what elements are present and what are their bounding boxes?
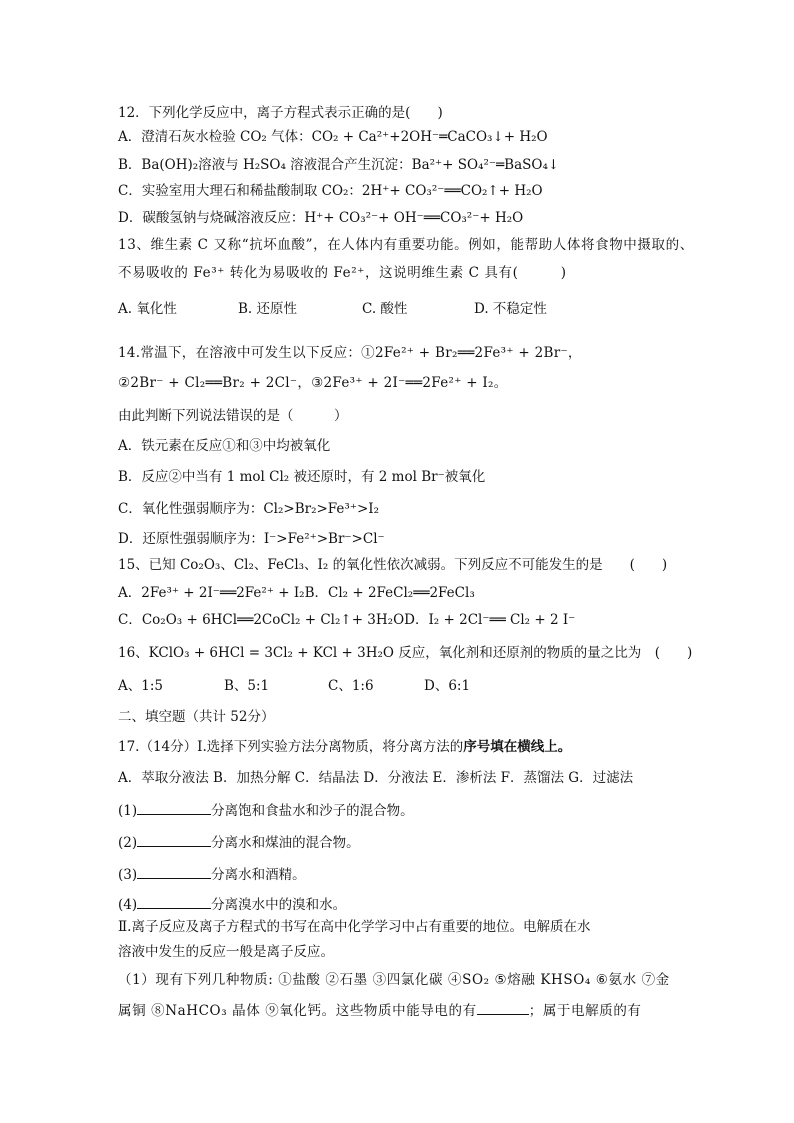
answer-blank-3[interactable] <box>137 864 211 879</box>
q17-part2-subq-line1: （1）现有下列几种物质: ①盐酸 ②石墨 ③四氯化碳 ④SO₂ ⑤熔融 KHSO₄ ⑥氨水 ⑦金 <box>118 972 670 988</box>
q17-item-1: (1) 分离饱和食盐水和沙子的混合物。 <box>118 800 678 820</box>
q13-stem-line2: 不易吸收的 Fe³⁺ 转化为易吸收的 Fe²⁺，这说明维生素 C 具有( ) <box>118 265 567 281</box>
q13-stem-line1: 13、维生素 C 又称“抗坏血酸”，在人体内有重要功能。例如，能帮助人体将食物中摄取的、 <box>118 237 694 253</box>
q14-question: 由此判断下列说法错误的是（ ） <box>118 408 348 424</box>
q12-option-c: C．实验室用大理石和稀盐酸制取 CO₂：2H⁺+ CO₃²⁻══CO₂↑+ H₂O <box>118 183 543 199</box>
q16-option-a: A、1:5 <box>118 678 163 694</box>
q14-option-c: C．氧化性强弱顺序为：Cl₂>Br₂>Fe³⁺>I₂ <box>118 501 380 517</box>
section-heading: 二、填空题（共计 52分） <box>118 709 275 725</box>
q13-option-d: D. 不稳定性 <box>474 301 547 317</box>
q13-options <box>118 300 678 318</box>
q17-item-3: (3) 分离水和酒精。 <box>118 864 678 884</box>
q16-options <box>118 677 678 695</box>
q13-option-b: B. 还原性 <box>238 301 298 317</box>
q14-option-b: B．反应②中当有 1 mol Cl₂ 被还原时，有 2 mol Br⁻被氧化 <box>118 469 486 485</box>
q12-stem: 12．下列化学反应中，离子方程式表示正确的是( ) <box>118 105 443 121</box>
q15-options-cd: C．Co₂O₃ + 6HCl══2CoCl₂ + Cl₂↑+ 3H₂OD．I₂ + 2Cl⁻══ Cl₂ + 2 I⁻ <box>118 612 576 628</box>
q16-option-b: B、5:1 <box>224 678 270 694</box>
answer-blank-1[interactable] <box>137 800 211 815</box>
q15-stem: 15、已知 Co₂O₃、Cl₂、FeCl₃、I₂ 的氧化性依次减弱。下列反应不可能发生的是 ( ) <box>118 557 668 573</box>
q14-option-a: A．铁元素在反应①和③中均被氧化 <box>118 438 331 454</box>
answer-blank-conductors[interactable] <box>477 1000 529 1015</box>
q12-option-a: A．澄清石灰水检验 CO₂ 气体：CO₂ + Ca²⁺+2OH⁻═CaCO₃↓+ H₂O <box>118 129 548 145</box>
q14-stem-line1: 14.常温下，在溶液中可发生以下反应：①2Fe²⁺ + Br₂══2Fe³⁺ + 2Br⁻， <box>118 345 582 361</box>
q12-option-d: D．碳酸氢钠与烧碱溶液反应：H⁺+ CO₃²⁻+ OH⁻══CO₃²⁻+ H₂O <box>118 210 524 226</box>
q17-item-2: (2) 分离水和煤油的混合物。 <box>118 832 678 852</box>
q14-option-d: D．还原性强弱顺序为：I⁻>Fe²⁺>Br⁻>Cl⁻ <box>118 531 385 547</box>
q17-stem-bold: 序号填在横线上。 <box>463 739 572 755</box>
answer-blank-2[interactable] <box>137 832 211 847</box>
q17-part2-line1: Ⅱ.离子反应及离子方程式的书写在高中化学学习中占有重要的地位。电解质在水 <box>118 919 591 935</box>
q17-item-4: (4) 分离溴水中的溴和水。 <box>118 894 678 914</box>
q17-part2-line2: 溶液中发生的反应一般是离子反应。 <box>118 944 334 960</box>
q17-part2-subq-line2: 属铜 ⑧NaHCO₃ 晶体 ⑨氧化钙。这些物质中能导电的有 ；属于电解质的有 <box>118 1000 678 1020</box>
q13-option-a: A. 氧化性 <box>118 301 177 317</box>
answer-blank-4[interactable] <box>137 894 211 909</box>
q17-stem <box>118 738 678 756</box>
q12-option-b: B．Ba(OH)₂溶液与 H₂SO₄ 溶液混合产生沉淀：Ba²⁺+ SO₄²⁻═BaSO₄↓ <box>118 157 560 173</box>
q14-stem-line2: ②2Br⁻ + Cl₂══Br₂ + 2Cl⁻，③2Fe³⁺ + 2I⁻══2Fe²⁺ + I₂。 <box>118 375 508 391</box>
q16-stem: 16、KClO₃ + 6HCl = 3Cl₂ + KCl + 3H₂O 反应，氧化剂和还原剂的物质的量之比为 ( ) <box>118 645 693 661</box>
q15-options-ab: A．2Fe³⁺ + 2I⁻══2Fe²⁺ + I₂B．Cl₂ + 2FeCl₂══2FeCl₃ <box>118 585 475 601</box>
q16-option-d: D、6:1 <box>424 678 471 694</box>
q17-stem-text: 17.（14分）Ⅰ.选择下列实验方法分离物质，将分离方法的 <box>118 739 464 755</box>
q17-methods: A．萃取分液法 B．加热分解 C．结晶法 D．分液法 E．渗析法 F．蒸馏法 G．过滤法 <box>118 770 634 786</box>
q16-option-c: C、1:6 <box>328 678 374 694</box>
q13-option-c: C. 酸性 <box>362 301 408 317</box>
